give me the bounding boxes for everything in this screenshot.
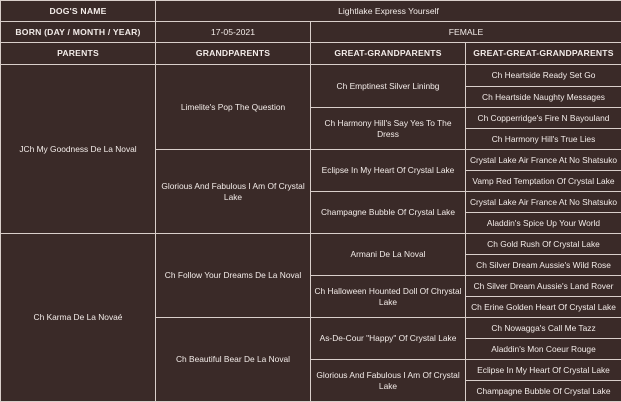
- great-great-grandparent: Ch Silver Dream Aussie's Wild Rose: [466, 255, 621, 276]
- great-great-grandparent: Aladdin's Spice Up Your World: [466, 213, 621, 234]
- great-great-grandparent: Ch Silver Dream Aussie's Land Rover: [466, 276, 621, 297]
- grandparent: Ch Follow Your Dreams De La Noval: [156, 234, 311, 318]
- great-great-grandparent: Crystal Lake Air France At No Shatsuko: [466, 192, 621, 213]
- dog-name: Lightlake Express Yourself: [156, 1, 621, 22]
- great-grandparent: Ch Emptinest Silver Lininbg: [311, 65, 466, 108]
- header-row: [1, 43, 621, 65]
- great-great-grandparent: Champagne Bubble Of Crystal Lake: [466, 381, 621, 402]
- parent-dam: Ch Karma De La Novaé: [1, 234, 156, 402]
- great-great-grandparent: Aladdin's Mon Coeur Rouge: [466, 339, 621, 360]
- grandparent: Ch Beautiful Bear De La Noval: [156, 318, 311, 402]
- great-great-grandparent: Ch Harmony Hill's True Lies: [466, 129, 621, 150]
- great-great-grandparent: Ch Heartside Ready Set Go: [466, 65, 621, 87]
- great-great-grandparent: Ch Gold Rush Of Crystal Lake: [466, 234, 621, 255]
- great-great-grandparent: Eclipse In My Heart Of Crystal Lake: [466, 360, 621, 381]
- great-grandparent: Armani De La Noval: [311, 234, 466, 276]
- great-great-grandparent: Crystal Lake Air France At No Shatsuko: [466, 150, 621, 171]
- great-great-grandparent: Ch Nowagga's Call Me Tazz: [466, 318, 621, 339]
- great-great-grandparent: Ch Copperridge's Fire N Bayouland: [466, 108, 621, 129]
- sex: FEMALE: [311, 22, 621, 43]
- grandparent: Limelite's Pop The Question: [156, 65, 311, 150]
- born-date: 17-05-2021: [156, 22, 311, 43]
- great-grandparent: Ch Halloween Hounted Doll Of Chrystal Lake: [311, 276, 466, 318]
- header-parents: PARENTS: [1, 43, 156, 65]
- great-great-grandparent: Ch Heartside Naughty Messages: [466, 87, 621, 108]
- born-row: [1, 22, 621, 43]
- great-grandparent: As-De-Cour "Happy" Of Crystal Lake: [311, 318, 466, 360]
- dog-name-row: [1, 1, 621, 22]
- great-grandparent: Eclipse In My Heart Of Crystal Lake: [311, 150, 466, 192]
- great-grandparent: Glorious And Fabulous I Am Of Crystal Lake: [311, 360, 466, 402]
- great-great-grandparent: Vamp Red Temptation Of Crystal Lake: [466, 171, 621, 192]
- header-great-great-grandparents: GREAT-GREAT-GRANDPARENTS: [466, 43, 621, 65]
- great-great-grandparent: Ch Erine Golden Heart Of Crystal Lake: [466, 297, 621, 318]
- pedigree-row: [1, 65, 621, 87]
- dog-name-label: DOG'S NAME: [1, 1, 156, 22]
- great-grandparent: Champagne Bubble Of Crystal Lake: [311, 192, 466, 234]
- great-grandparent: Ch Harmony Hill's Say Yes To The Dress: [311, 108, 466, 150]
- grandparent: Glorious And Fabulous I Am Of Crystal Lake: [156, 150, 311, 234]
- header-grandparents: GRANDPARENTS: [156, 43, 311, 65]
- born-label: BORN (DAY / MONTH / YEAR): [1, 22, 156, 43]
- header-great-grandparents: GREAT-GRANDPARENTS: [311, 43, 466, 65]
- parent-sire: JCh My Goodness De La Noval: [1, 65, 156, 234]
- pedigree-row: [1, 234, 621, 255]
